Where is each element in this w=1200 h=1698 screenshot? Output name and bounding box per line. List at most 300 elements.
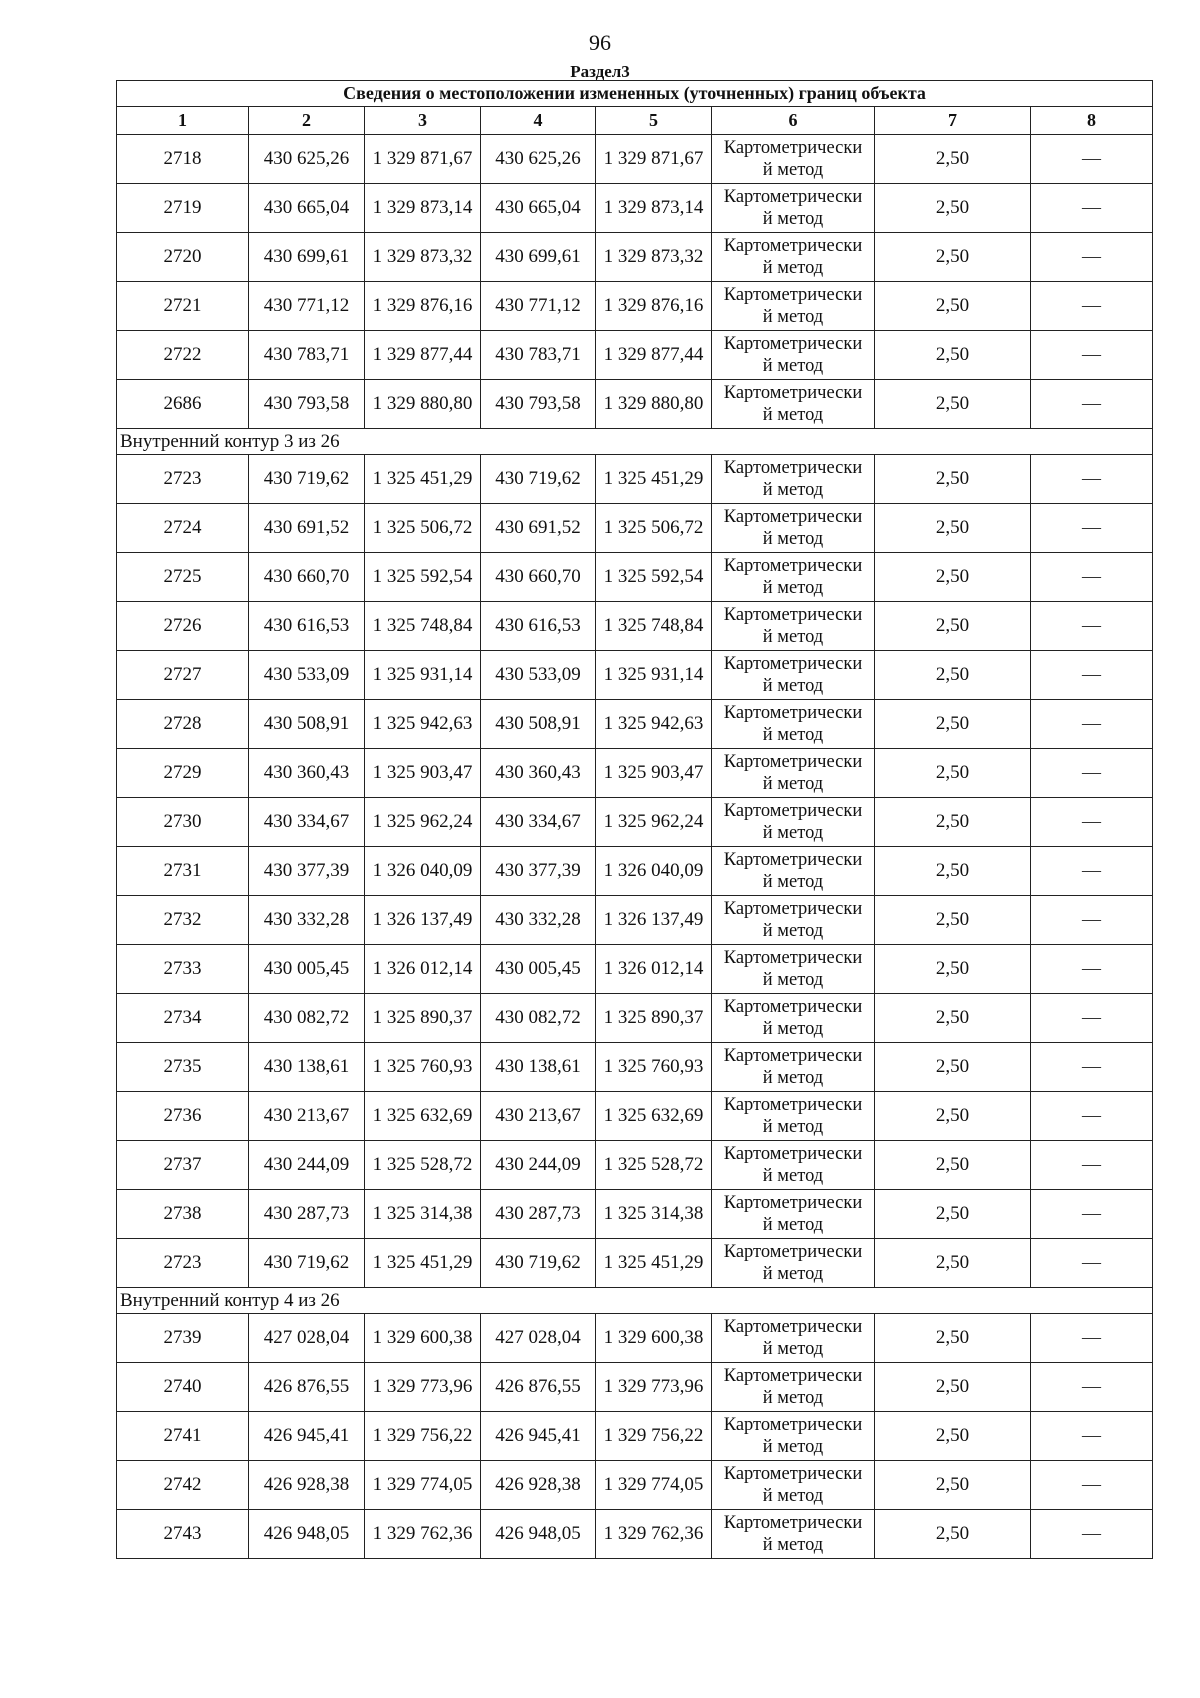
method-text: й метод (762, 480, 824, 500)
notes: — (1031, 455, 1153, 504)
x-updated: 430 783,71 (481, 331, 596, 380)
method-text: й метод (762, 872, 824, 892)
method-text: Картометрически (723, 1242, 863, 1262)
x-existing: 427 028,04 (249, 1314, 365, 1363)
notes: — (1031, 896, 1153, 945)
y-updated: 1 329 876,16 (596, 282, 712, 331)
y-updated: 1 326 012,14 (596, 945, 712, 994)
point-number: 2724 (117, 504, 249, 553)
notes: — (1031, 553, 1153, 602)
accuracy: 2,50 (875, 896, 1031, 945)
notes: — (1031, 282, 1153, 331)
accuracy: 2,50 (875, 1412, 1031, 1461)
table-row (117, 651, 1153, 700)
point-number: 2720 (117, 233, 249, 282)
method-text: Картометрически (723, 948, 863, 968)
method-text: й метод (762, 1437, 824, 1457)
table-row (117, 896, 1153, 945)
table-row (117, 602, 1153, 651)
method-text: й метод (762, 1215, 824, 1235)
table-caption-row (117, 81, 1153, 107)
method-cell (712, 1314, 875, 1363)
x-existing: 430 719,62 (249, 455, 365, 504)
method-text: й метод (762, 209, 824, 229)
y-existing: 1 329 873,32 (365, 233, 481, 282)
contour-header-row (117, 1288, 1153, 1314)
point-number: 2729 (117, 749, 249, 798)
y-updated: 1 325 632,69 (596, 1092, 712, 1141)
y-updated: 1 325 942,63 (596, 700, 712, 749)
y-existing: 1 326 012,14 (365, 945, 481, 994)
column-number: 5 (596, 107, 712, 135)
method-text: Картометрически (723, 1317, 863, 1337)
table-row (117, 1461, 1153, 1510)
y-updated: 1 325 451,29 (596, 1239, 712, 1288)
x-existing: 430 213,67 (249, 1092, 365, 1141)
point-number: 2718 (117, 135, 249, 184)
x-existing: 430 508,91 (249, 700, 365, 749)
method-text: Картометрически (723, 334, 863, 354)
x-existing: 426 876,55 (249, 1363, 365, 1412)
x-existing: 430 665,04 (249, 184, 365, 233)
method-cell (712, 1363, 875, 1412)
method-text: Картометрически (723, 1193, 863, 1213)
point-number: 2730 (117, 798, 249, 847)
accuracy: 2,50 (875, 504, 1031, 553)
method-cell (712, 602, 875, 651)
y-existing: 1 325 748,84 (365, 602, 481, 651)
notes: — (1031, 798, 1153, 847)
notes: — (1031, 380, 1153, 429)
x-updated: 430 665,04 (481, 184, 596, 233)
x-updated: 430 616,53 (481, 602, 596, 651)
y-updated: 1 325 451,29 (596, 455, 712, 504)
method-cell (712, 455, 875, 504)
y-updated: 1 329 871,67 (596, 135, 712, 184)
table-row (117, 1043, 1153, 1092)
y-updated: 1 325 506,72 (596, 504, 712, 553)
table-row (117, 1092, 1153, 1141)
page-number: 96 (589, 30, 611, 55)
accuracy: 2,50 (875, 1510, 1031, 1559)
table-row (117, 1141, 1153, 1190)
x-existing: 430 660,70 (249, 553, 365, 602)
y-existing: 1 329 873,14 (365, 184, 481, 233)
y-existing: 1 329 756,22 (365, 1412, 481, 1461)
x-updated: 430 005,45 (481, 945, 596, 994)
table-row (117, 455, 1153, 504)
column-number: 8 (1031, 107, 1153, 135)
x-updated: 430 244,09 (481, 1141, 596, 1190)
method-cell (712, 380, 875, 429)
method-cell (712, 1239, 875, 1288)
x-updated: 430 377,39 (481, 847, 596, 896)
y-existing: 1 326 040,09 (365, 847, 481, 896)
y-updated: 1 326 040,09 (596, 847, 712, 896)
x-existing: 430 360,43 (249, 749, 365, 798)
accuracy: 2,50 (875, 1314, 1031, 1363)
point-number: 2734 (117, 994, 249, 1043)
method-cell (712, 184, 875, 233)
x-existing: 430 783,71 (249, 331, 365, 380)
accuracy: 2,50 (875, 798, 1031, 847)
method-text: Картометрически (723, 605, 863, 625)
point-number: 2742 (117, 1461, 249, 1510)
y-updated: 1 325 962,24 (596, 798, 712, 847)
method-text: й метод (762, 405, 824, 425)
y-existing: 1 325 942,63 (365, 700, 481, 749)
y-updated: 1 329 880,80 (596, 380, 712, 429)
method-cell (712, 1092, 875, 1141)
y-updated: 1 325 528,72 (596, 1141, 712, 1190)
y-existing: 1 329 880,80 (365, 380, 481, 429)
y-updated: 1 325 748,84 (596, 602, 712, 651)
y-existing: 1 329 762,36 (365, 1510, 481, 1559)
table-row (117, 847, 1153, 896)
notes: — (1031, 1141, 1153, 1190)
y-existing: 1 329 876,16 (365, 282, 481, 331)
notes: — (1031, 233, 1153, 282)
method-text: Картометрически (723, 138, 863, 158)
x-updated: 430 287,73 (481, 1190, 596, 1239)
accuracy: 2,50 (875, 1092, 1031, 1141)
x-existing: 430 771,12 (249, 282, 365, 331)
table-row (117, 749, 1153, 798)
point-number: 2741 (117, 1412, 249, 1461)
notes: — (1031, 1043, 1153, 1092)
method-cell (712, 1461, 875, 1510)
method-text: й метод (762, 1486, 824, 1506)
point-number: 2731 (117, 847, 249, 896)
table-row (117, 553, 1153, 602)
point-number: 2723 (117, 455, 249, 504)
table-row (117, 1363, 1153, 1412)
method-cell (712, 847, 875, 896)
method-text: й метод (762, 258, 824, 278)
y-existing: 1 329 774,05 (365, 1461, 481, 1510)
method-text: й метод (762, 1264, 824, 1284)
method-text: й метод (762, 160, 824, 180)
y-existing: 1 325 451,29 (365, 1239, 481, 1288)
y-updated: 1 325 903,47 (596, 749, 712, 798)
contour-label: Внутренний контур 3 из 26 (117, 429, 1153, 455)
notes: — (1031, 945, 1153, 994)
x-updated: 430 719,62 (481, 1239, 596, 1288)
contour-label: Внутренний контур 4 из 26 (117, 1288, 1153, 1314)
accuracy: 2,50 (875, 651, 1031, 700)
x-updated: 426 928,38 (481, 1461, 596, 1510)
x-existing: 430 287,73 (249, 1190, 365, 1239)
notes: — (1031, 1314, 1153, 1363)
x-existing: 430 793,58 (249, 380, 365, 429)
method-text: Картометрически (723, 1464, 863, 1484)
y-existing: 1 325 314,38 (365, 1190, 481, 1239)
column-number: 3 (365, 107, 481, 135)
y-updated: 1 325 890,37 (596, 994, 712, 1043)
x-existing: 430 691,52 (249, 504, 365, 553)
method-text: Картометрически (723, 1513, 863, 1533)
method-text: Картометрически (723, 654, 863, 674)
method-cell (712, 651, 875, 700)
method-cell (712, 945, 875, 994)
x-existing: 430 377,39 (249, 847, 365, 896)
point-number: 2722 (117, 331, 249, 380)
x-existing: 430 244,09 (249, 1141, 365, 1190)
y-updated: 1 325 760,93 (596, 1043, 712, 1092)
point-number: 2728 (117, 700, 249, 749)
x-existing: 430 699,61 (249, 233, 365, 282)
y-updated: 1 326 137,49 (596, 896, 712, 945)
x-existing: 430 719,62 (249, 1239, 365, 1288)
method-cell (712, 700, 875, 749)
method-text: Картометрически (723, 285, 863, 305)
y-updated: 1 329 873,14 (596, 184, 712, 233)
x-updated: 430 660,70 (481, 553, 596, 602)
table-row (117, 994, 1153, 1043)
point-number: 2732 (117, 896, 249, 945)
point-number: 2743 (117, 1510, 249, 1559)
method-cell (712, 1510, 875, 1559)
y-updated: 1 329 877,44 (596, 331, 712, 380)
x-existing: 430 082,72 (249, 994, 365, 1043)
table-row (117, 380, 1153, 429)
column-number: 7 (875, 107, 1031, 135)
notes: — (1031, 994, 1153, 1043)
point-number: 2733 (117, 945, 249, 994)
accuracy: 2,50 (875, 602, 1031, 651)
x-updated: 430 533,09 (481, 651, 596, 700)
point-number: 2719 (117, 184, 249, 233)
method-text: й метод (762, 725, 824, 745)
y-existing: 1 329 877,44 (365, 331, 481, 380)
method-text: Картометрически (723, 507, 863, 527)
table-row (117, 282, 1153, 331)
point-number: 2686 (117, 380, 249, 429)
x-updated: 430 138,61 (481, 1043, 596, 1092)
accuracy: 2,50 (875, 847, 1031, 896)
y-updated: 1 329 773,96 (596, 1363, 712, 1412)
y-updated: 1 325 592,54 (596, 553, 712, 602)
column-number: 1 (117, 107, 249, 135)
accuracy: 2,50 (875, 1461, 1031, 1510)
method-text: й метод (762, 1388, 824, 1408)
y-existing: 1 325 890,37 (365, 994, 481, 1043)
notes: — (1031, 331, 1153, 380)
table-row (117, 1510, 1153, 1559)
x-updated: 430 508,91 (481, 700, 596, 749)
y-existing: 1 325 632,69 (365, 1092, 481, 1141)
x-updated: 430 771,12 (481, 282, 596, 331)
method-text: Картометрически (723, 236, 863, 256)
method-cell (712, 233, 875, 282)
method-text: Картометрически (723, 1046, 863, 1066)
method-cell (712, 553, 875, 602)
x-updated: 430 793,58 (481, 380, 596, 429)
point-number: 2725 (117, 553, 249, 602)
x-updated: 426 948,05 (481, 1510, 596, 1559)
x-updated: 430 699,61 (481, 233, 596, 282)
accuracy: 2,50 (875, 749, 1031, 798)
method-text: Картометрически (723, 556, 863, 576)
column-number-row (117, 107, 1153, 135)
method-text: й метод (762, 823, 824, 843)
method-text: й метод (762, 529, 824, 549)
method-text: Картометрически (723, 850, 863, 870)
method-text: Картометрически (723, 703, 863, 723)
method-text: Картометрически (723, 1366, 863, 1386)
notes: — (1031, 1412, 1153, 1461)
notes: — (1031, 1363, 1153, 1412)
x-updated: 430 691,52 (481, 504, 596, 553)
x-updated: 426 945,41 (481, 1412, 596, 1461)
method-text: й метод (762, 1117, 824, 1137)
x-updated: 426 876,55 (481, 1363, 596, 1412)
y-updated: 1 325 314,38 (596, 1190, 712, 1239)
method-text: й метод (762, 578, 824, 598)
x-updated: 430 213,67 (481, 1092, 596, 1141)
x-existing: 430 625,26 (249, 135, 365, 184)
y-existing: 1 329 600,38 (365, 1314, 481, 1363)
method-cell (712, 1190, 875, 1239)
y-existing: 1 325 592,54 (365, 553, 481, 602)
accuracy: 2,50 (875, 1190, 1031, 1239)
method-text: Картометрически (723, 752, 863, 772)
method-text: й метод (762, 1019, 824, 1039)
method-text: й метод (762, 1535, 824, 1555)
notes: — (1031, 1510, 1153, 1559)
accuracy: 2,50 (875, 1239, 1031, 1288)
method-cell (712, 1141, 875, 1190)
point-number: 2726 (117, 602, 249, 651)
notes: — (1031, 1239, 1153, 1288)
y-existing: 1 325 931,14 (365, 651, 481, 700)
y-updated: 1 329 756,22 (596, 1412, 712, 1461)
method-text: й метод (762, 774, 824, 794)
method-text: Картометрически (723, 899, 863, 919)
method-text: й метод (762, 1339, 824, 1359)
column-number: 2 (249, 107, 365, 135)
method-text: й метод (762, 1166, 824, 1186)
x-existing: 430 138,61 (249, 1043, 365, 1092)
method-text: й метод (762, 676, 824, 696)
contour-header-row (117, 429, 1153, 455)
method-text: й метод (762, 970, 824, 990)
x-updated: 430 332,28 (481, 896, 596, 945)
notes: — (1031, 504, 1153, 553)
notes: — (1031, 700, 1153, 749)
method-cell (712, 798, 875, 847)
x-updated: 430 625,26 (481, 135, 596, 184)
method-text: Картометрически (723, 383, 863, 403)
x-existing: 430 332,28 (249, 896, 365, 945)
notes: — (1031, 1092, 1153, 1141)
method-text: Картометрически (723, 1415, 863, 1435)
method-cell (712, 504, 875, 553)
notes: — (1031, 135, 1153, 184)
accuracy: 2,50 (875, 331, 1031, 380)
notes: — (1031, 651, 1153, 700)
y-updated: 1 329 762,36 (596, 1510, 712, 1559)
method-text: й метод (762, 356, 824, 376)
method-text: й метод (762, 921, 824, 941)
notes: — (1031, 749, 1153, 798)
point-number: 2738 (117, 1190, 249, 1239)
point-number: 2739 (117, 1314, 249, 1363)
y-existing: 1 325 506,72 (365, 504, 481, 553)
x-updated: 427 028,04 (481, 1314, 596, 1363)
y-existing: 1 325 451,29 (365, 455, 481, 504)
x-existing: 430 616,53 (249, 602, 365, 651)
y-existing: 1 326 137,49 (365, 896, 481, 945)
accuracy: 2,50 (875, 1363, 1031, 1412)
method-text: Картометрически (723, 997, 863, 1017)
y-existing: 1 325 903,47 (365, 749, 481, 798)
method-text: Картометрически (723, 187, 863, 207)
table-caption: Сведения о местоположении измененных (уточненных) границ объекта (117, 81, 1153, 107)
x-existing: 426 945,41 (249, 1412, 365, 1461)
y-existing: 1 329 773,96 (365, 1363, 481, 1412)
table-row (117, 1314, 1153, 1363)
accuracy: 2,50 (875, 945, 1031, 994)
table-body (117, 81, 1153, 1559)
x-updated: 430 719,62 (481, 455, 596, 504)
table-row (117, 504, 1153, 553)
accuracy: 2,50 (875, 994, 1031, 1043)
coordinates-table (116, 80, 1153, 1559)
x-existing: 426 928,38 (249, 1461, 365, 1510)
accuracy: 2,50 (875, 455, 1031, 504)
y-existing: 1 325 760,93 (365, 1043, 481, 1092)
notes: — (1031, 602, 1153, 651)
method-text: Картометрически (723, 1095, 863, 1115)
method-text: й метод (762, 1068, 824, 1088)
accuracy: 2,50 (875, 1141, 1031, 1190)
y-existing: 1 329 871,67 (365, 135, 481, 184)
table-row (117, 798, 1153, 847)
method-cell (712, 1043, 875, 1092)
method-text: Картометрически (723, 1144, 863, 1164)
accuracy: 2,50 (875, 233, 1031, 282)
point-number: 2727 (117, 651, 249, 700)
x-existing: 426 948,05 (249, 1510, 365, 1559)
x-updated: 430 082,72 (481, 994, 596, 1043)
method-cell (712, 896, 875, 945)
x-updated: 430 360,43 (481, 749, 596, 798)
method-text: й метод (762, 307, 824, 327)
table-row (117, 700, 1153, 749)
column-number: 6 (712, 107, 875, 135)
method-cell (712, 1412, 875, 1461)
accuracy: 2,50 (875, 380, 1031, 429)
method-cell (712, 749, 875, 798)
method-text: Картометрически (723, 458, 863, 478)
point-number: 2723 (117, 1239, 249, 1288)
accuracy: 2,50 (875, 282, 1031, 331)
table-row (117, 135, 1153, 184)
x-existing: 430 334,67 (249, 798, 365, 847)
notes: — (1031, 1461, 1153, 1510)
notes: — (1031, 847, 1153, 896)
y-updated: 1 329 600,38 (596, 1314, 712, 1363)
accuracy: 2,50 (875, 1043, 1031, 1092)
section-title: Раздел3 (570, 62, 630, 81)
point-number: 2736 (117, 1092, 249, 1141)
method-text: Картометрически (723, 801, 863, 821)
point-number: 2735 (117, 1043, 249, 1092)
accuracy: 2,50 (875, 700, 1031, 749)
y-updated: 1 329 774,05 (596, 1461, 712, 1510)
accuracy: 2,50 (875, 135, 1031, 184)
